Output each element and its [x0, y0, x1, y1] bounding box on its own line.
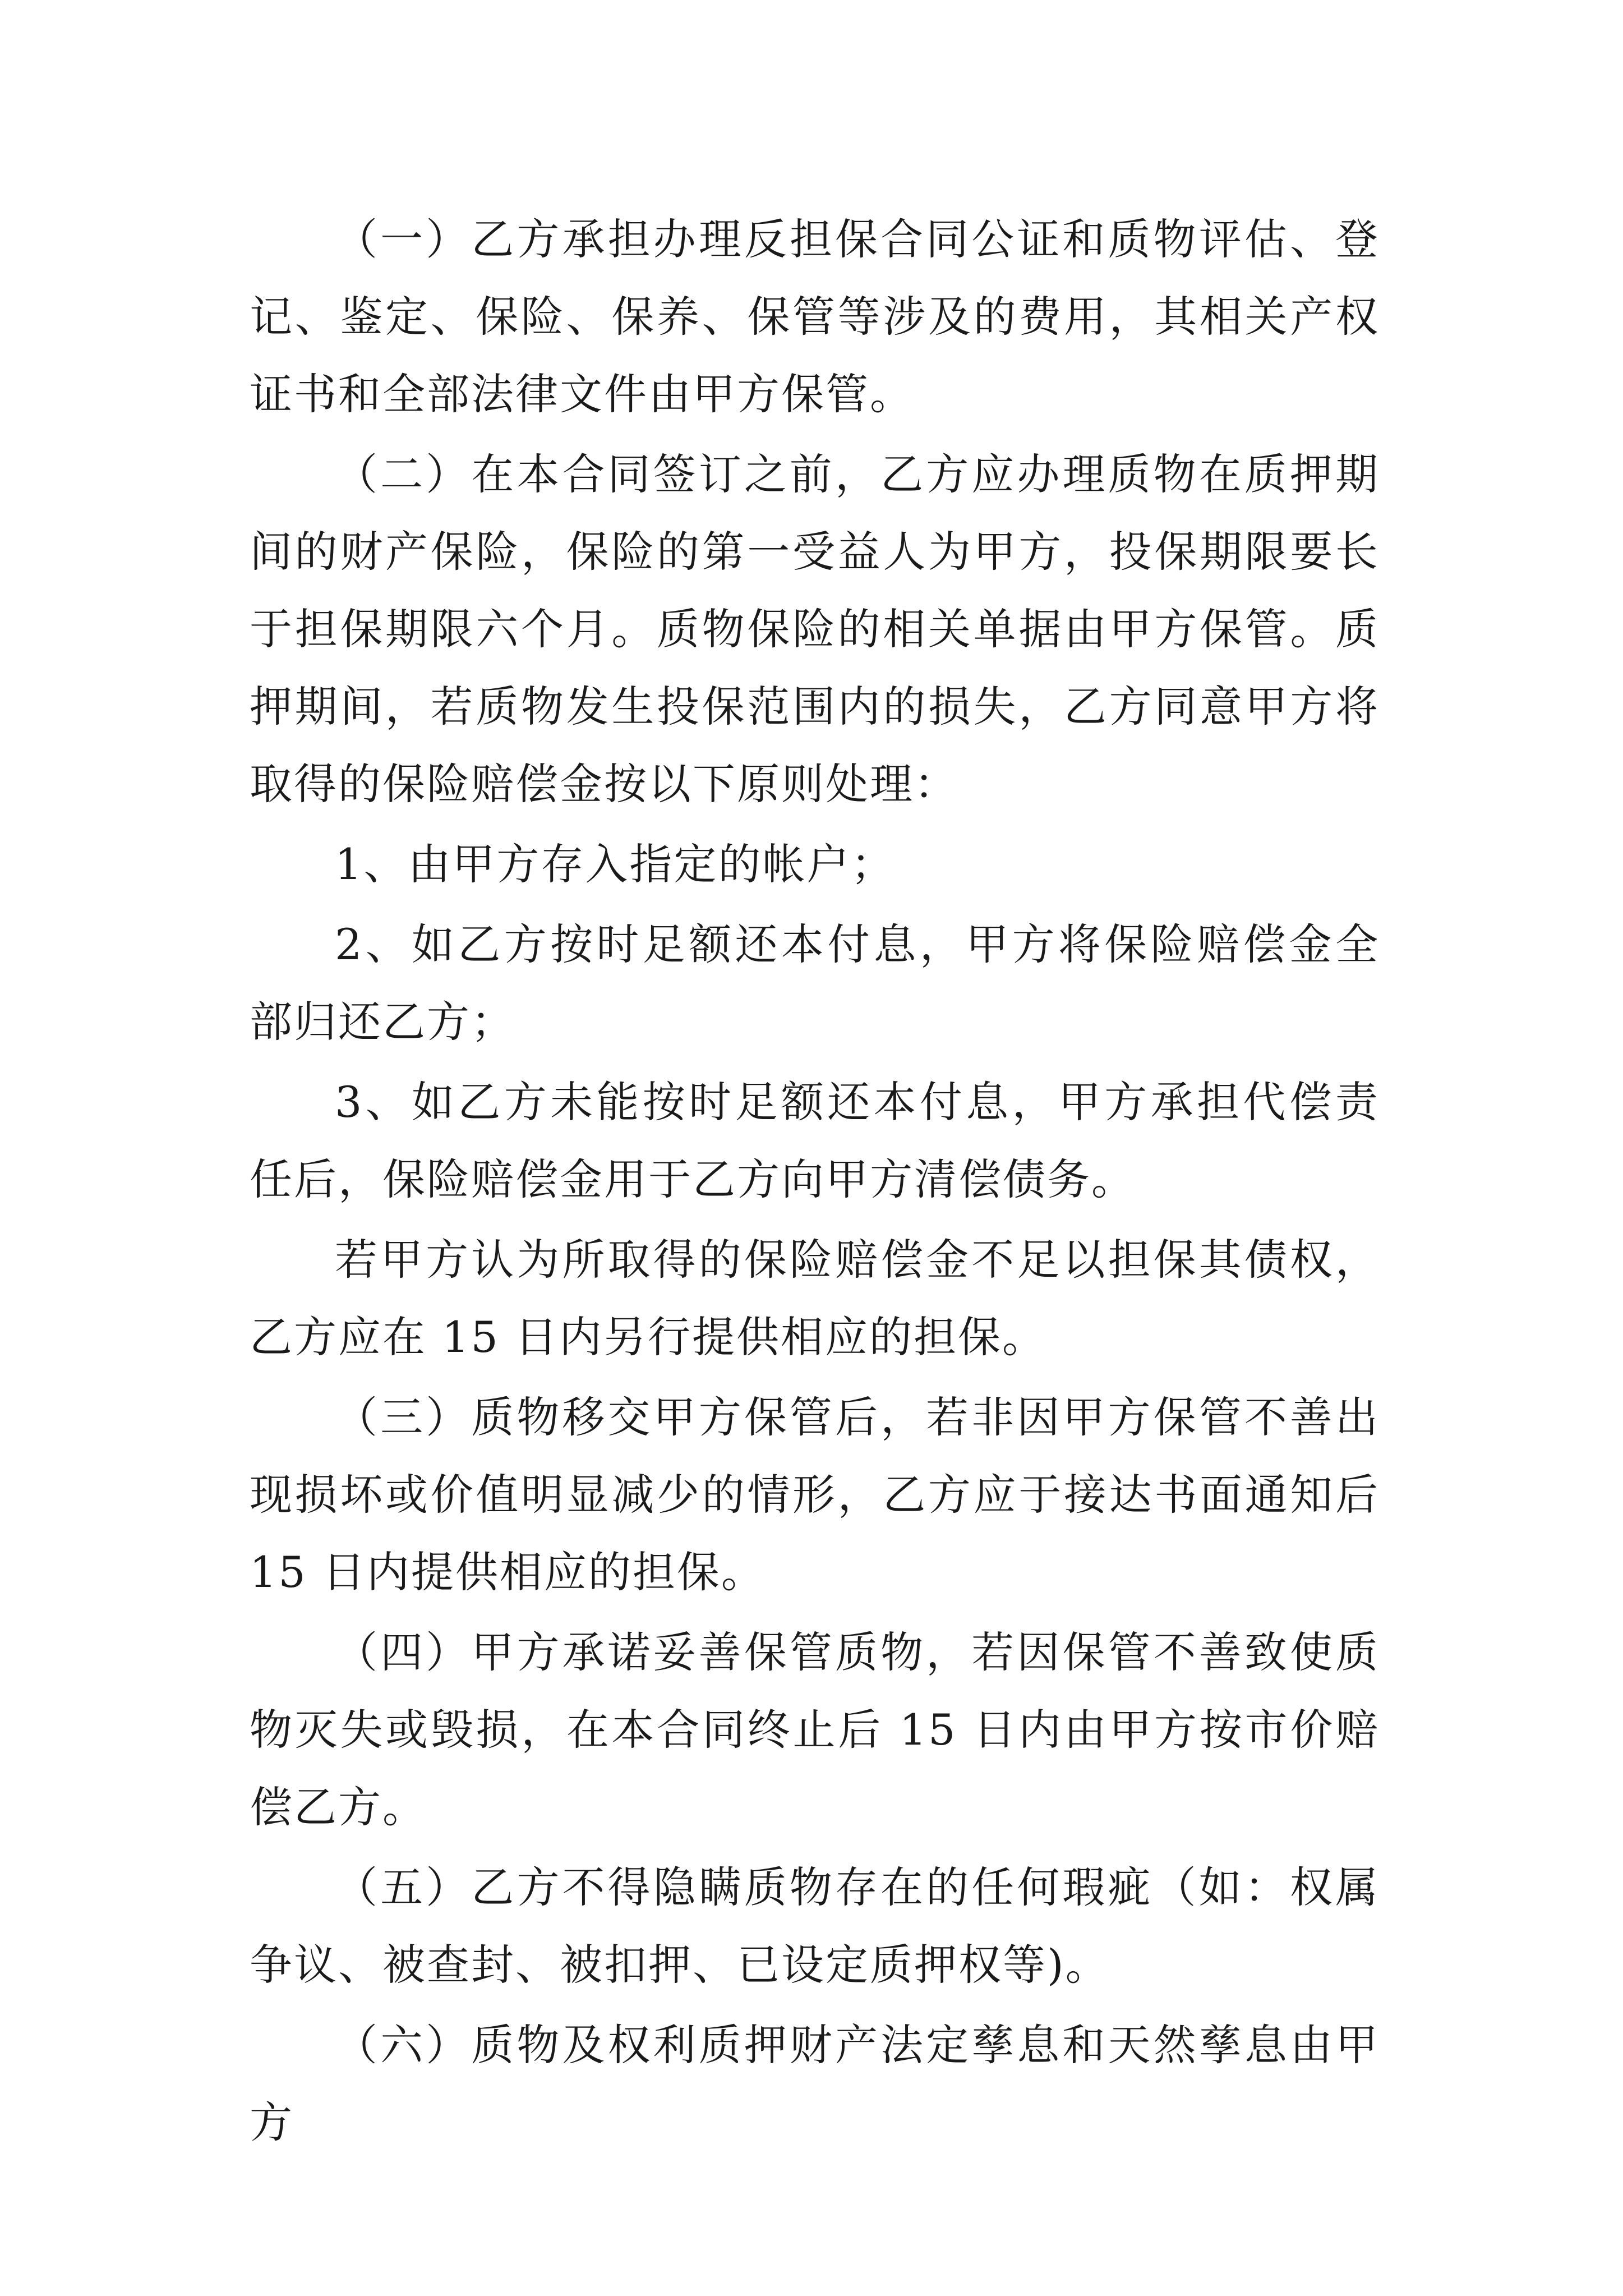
document-body: [250, 201, 1380, 2164]
paragraph-10: （六）质物及权利质押财产法定孳息和天然孳息由甲方: [250, 2020, 1380, 2147]
paragraph-2: （二）在本合同签订之前，乙方应办理质物在质押期间的财产保险，保险的第一受益人为甲方，投保期限要长于担保期限六个月。质物保险的相关单据由甲方保管。质押期间，若质物发生投保范围内的损失，乙方同意甲方将取得的保险赔偿金按以下原则处理：: [250, 449, 1380, 809]
paragraph-5: 3、如乙方未能按时足额还本付息，甲方承担代偿责任后，保险赔偿金用于乙方向甲方清偿债务。: [250, 1077, 1380, 1204]
paragraph-4: 2、如乙方按时足额还本付息，甲方将保险赔偿金全部归还乙方；: [250, 919, 1380, 1047]
paragraph-6: 若甲方认为所取得的保险赔偿金不足以担保其债权，乙方应在 15 日内另行提供相应的担保。: [250, 1235, 1380, 1362]
paragraph-1: （一）乙方承担办理反担保合同公证和质物评估、登记、鉴定、保险、保养、保管等涉及的费用，其相关产权证书和全部法律文件由甲方保管。: [250, 214, 1380, 419]
paragraph-3: 1、由甲方存入指定的帐户；: [335, 839, 896, 889]
paragraph-8: （四）甲方承诺妥善保管质物，若因保管不善致使质物灭失或毁损，在本合同终止后 15 日内由甲方按市价赔偿乙方。: [250, 1627, 1380, 1832]
paragraph-9: （五）乙方不得隐瞒质物存在的任何瑕疵（如：权属争议、被查封、被扣押、已设定质押权等)。: [250, 1862, 1380, 1990]
paragraph-7: （三）质物移交甲方保管后，若非因甲方保管不善出现损坏或价值明显减少的情形，乙方应于接达书面通知后 15 日内提供相应的担保。: [250, 1392, 1380, 1597]
